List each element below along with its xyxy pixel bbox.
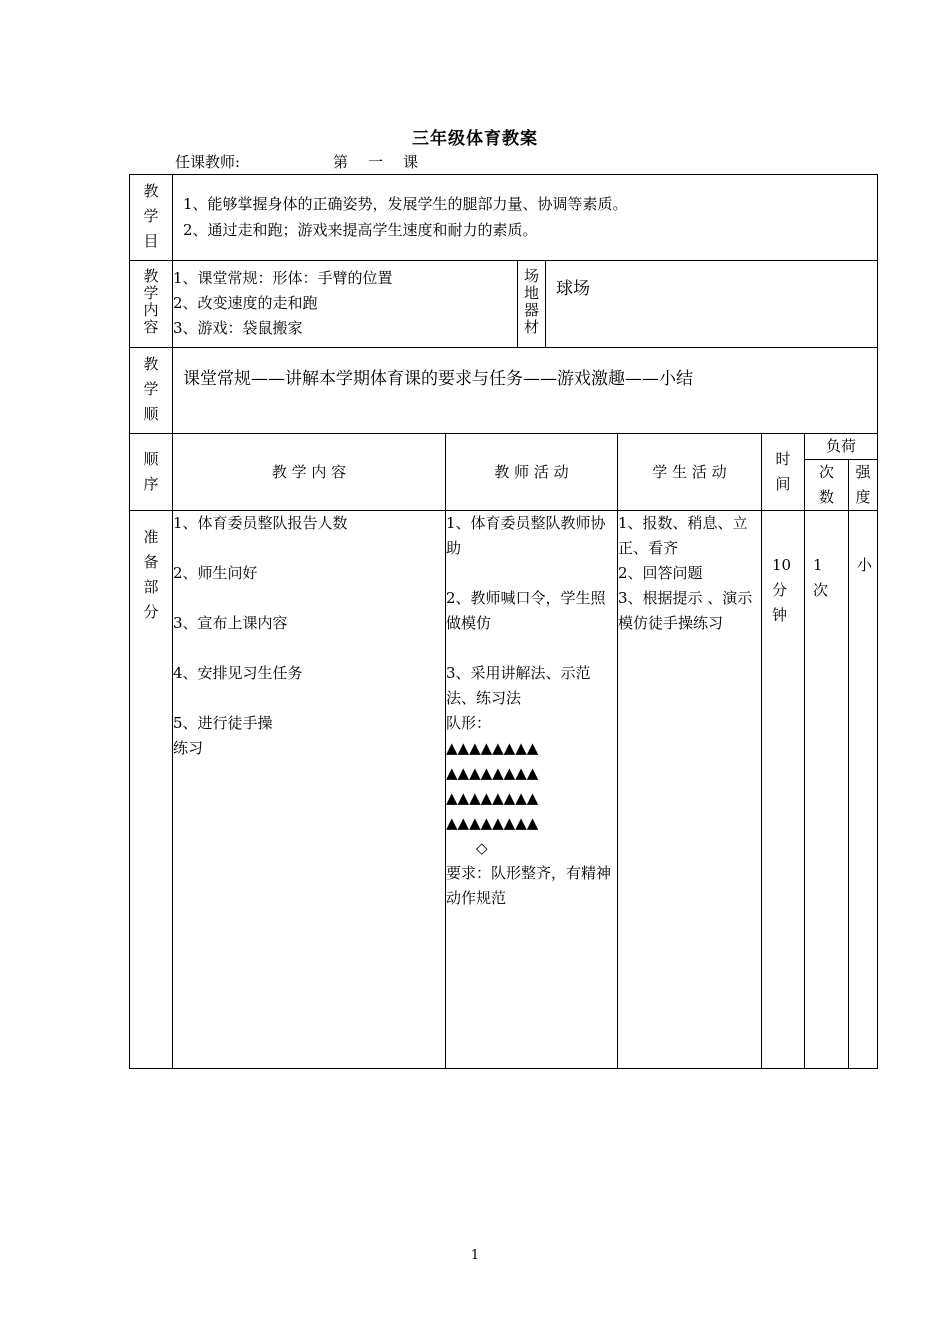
content-line: 2、改变速度的走和跑 [173,294,318,312]
time-header [762,434,805,511]
venue-value: 球场 [546,261,878,348]
teacher-item: 3、采用讲解法、示范法、练习法 [446,664,591,707]
order-header [130,434,173,511]
header-char: 序 [143,475,159,493]
sequence-text: 课堂常规——讲解本学期体育课的要求与任务——游戏激趣——小结 [173,348,878,434]
header-char: 次 [818,463,834,481]
label-char: 场 [523,267,539,285]
teacher-item: 2、教师喊口令，学生照做模仿 [446,589,606,632]
goal-line: 2、通过走和跑；游戏来提高学生速度和耐力的素质。 [183,221,538,239]
lesson-number [333,151,438,172]
prep-content [173,511,446,1069]
label-char: 学 [143,284,159,302]
time-line: 分 [772,581,788,599]
content-item: 5、进行徒手操 [173,714,273,732]
label-char: 教 [143,267,159,285]
teacher-item: 队形： [446,714,492,732]
student-item: 2、回答问题 [618,564,703,582]
label-char: 备 [143,553,159,571]
venue-label [518,261,546,348]
label-char: 器 [523,301,539,319]
prep-row [130,511,878,1069]
prep-label [130,511,173,1069]
goal-line: 1、能够掌握身体的正确姿势，发展学生的腿部力量、协调等素质。 [183,195,628,213]
count-line: 次 [813,581,829,599]
formation-row: ▲▲▲▲▲▲▲▲ [446,789,539,807]
load-header: 负荷 [805,434,878,460]
content-item: 练习 [173,739,204,757]
requirement-text: 要求：队形整齐，有精神动作规范 [446,864,612,907]
formation-row: ▲▲▲▲▲▲▲▲ [446,764,539,782]
label-char: 材 [523,318,539,336]
teacher-label: 任课教师: [175,153,241,171]
teacher-item: 1、体育委员整队教师协助 [446,514,606,557]
label-char: 目 [143,232,159,250]
prep-student [618,511,762,1069]
formation-row: ▲▲▲▲▲▲▲▲ [446,814,539,832]
label-char: 教 [143,355,159,373]
header-char: 强 [855,463,871,481]
time-line: 10 [772,556,792,574]
content-item: 3、宣布上课内容 [173,614,288,632]
prep-count [805,511,849,1069]
label-char: 分 [143,603,159,621]
intensity-header [849,460,878,511]
goals-row [130,175,878,261]
goals-label [130,175,173,261]
student-item: 3、根据提示 、演示模仿徒手操练习 [618,589,753,632]
lesson-char: 一 [368,153,384,171]
lesson-char: 第 [333,153,349,171]
label-char: 地 [523,284,539,302]
label-char: 容 [143,318,159,336]
page-number: 1 [470,1248,480,1263]
formation-row: ▲▲▲▲▲▲▲▲ [446,739,539,757]
header-char: 度 [855,488,871,506]
prep-intensity: 小 [849,511,878,1069]
content-label [130,261,173,348]
content-list [173,261,518,348]
lesson-char: 课 [403,153,419,171]
teaching-content-header: 教 学 内 容 [173,434,446,511]
content-item: 2、师生问好 [173,564,258,582]
student-activity-header: 学 生 活 动 [618,434,762,511]
count-header [805,460,849,511]
goals-text [173,175,878,261]
header-char: 顺 [143,450,159,468]
document-title: 三年级体育教案 [412,129,538,149]
prep-teacher [446,511,618,1069]
content-row [130,261,878,348]
label-char: 准 [143,528,159,546]
count-line: 1 [813,556,823,574]
header-row [130,434,878,460]
header-char: 数 [818,488,834,506]
header-char: 时 [775,450,791,468]
label-char: 内 [143,301,159,319]
content-line: 3、游戏：袋鼠搬家 [173,319,303,337]
label-char: 学 [143,207,159,225]
teacher-marker-icon: ◇ [476,839,488,857]
student-item: 1、报数、稍息、立正、看齐 [618,514,748,557]
content-line: 1、课堂常规：形体：手臂的位置 [173,269,393,287]
lesson-plan-table [129,174,878,1069]
time-line: 钟 [772,606,788,624]
content-item: 4、安排见习生任务 [173,664,303,682]
label-char: 学 [143,380,159,398]
label-char: 顺 [143,405,159,423]
sequence-label [130,348,173,434]
header-char: 间 [775,475,791,493]
teacher-activity-header: 教 师 活 动 [446,434,618,511]
sequence-row [130,348,878,434]
label-char: 部 [143,578,159,596]
prep-time [762,511,805,1069]
content-item: 1、体育委员整队报告人数 [173,514,348,532]
label-char: 教 [143,182,159,200]
